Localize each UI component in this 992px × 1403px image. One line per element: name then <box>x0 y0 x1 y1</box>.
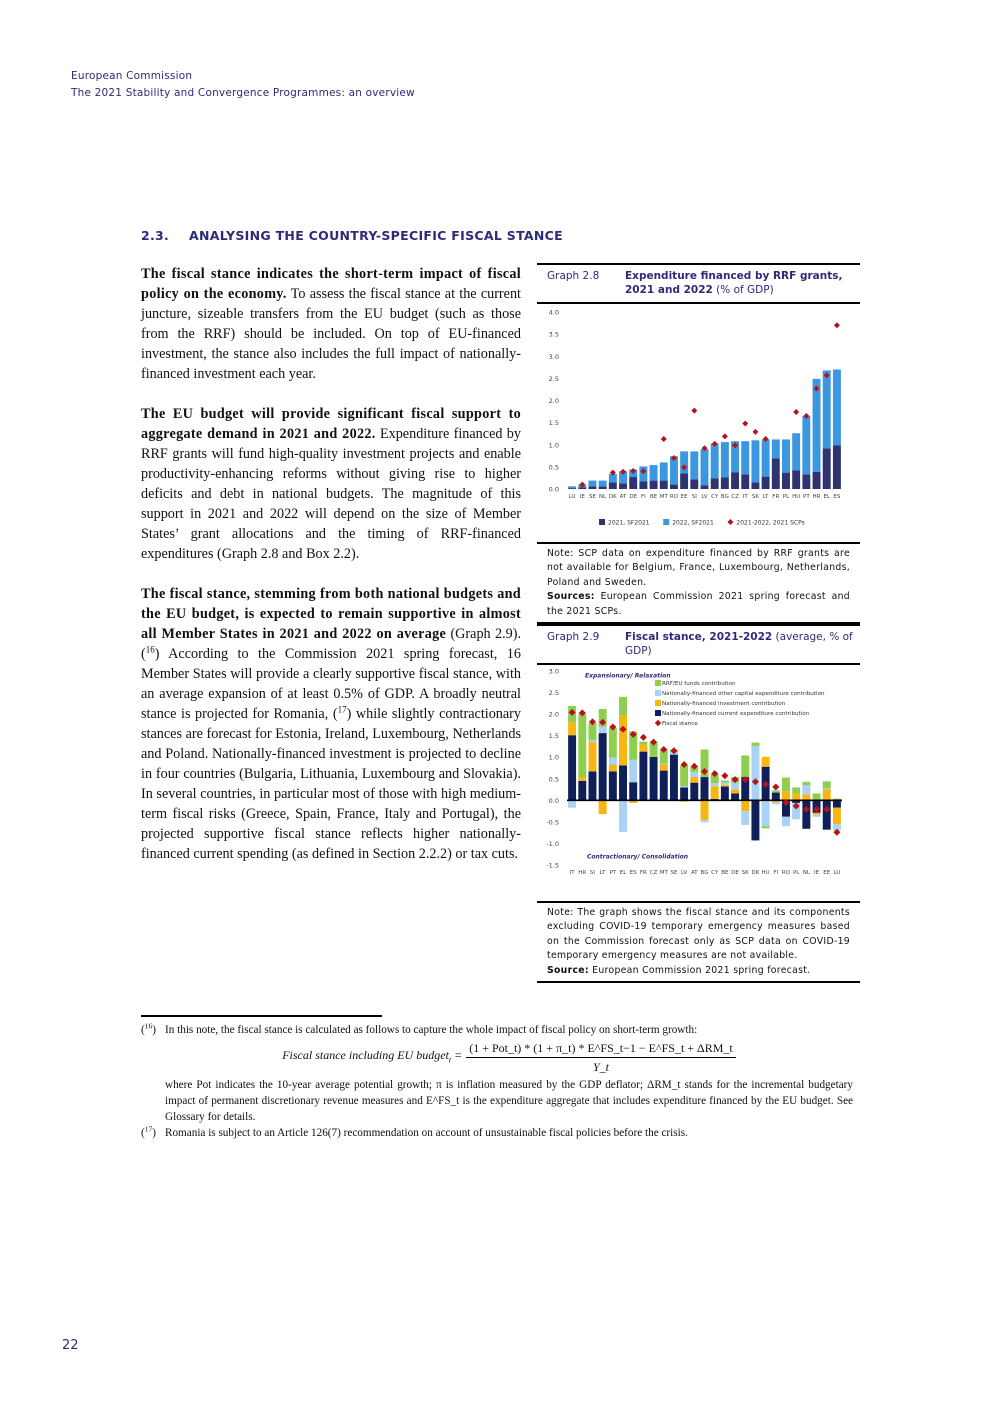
x-tick-label: SK <box>741 870 749 876</box>
bar-segment <box>792 433 800 470</box>
bar-segment <box>802 782 810 785</box>
bar-segment <box>639 752 647 801</box>
bar-segment <box>670 755 678 801</box>
bar-segment <box>751 746 759 800</box>
y-tick-label: 2.0 <box>548 710 559 719</box>
x-tick-label: CY <box>711 870 719 876</box>
bar-segment <box>701 777 709 800</box>
x-tick-label: FR <box>639 870 647 876</box>
bar-segment <box>578 777 586 781</box>
x-tick-label: DK <box>751 870 760 876</box>
bar-segment <box>833 808 841 824</box>
bar-segment <box>578 781 586 800</box>
x-tick-label: MT <box>659 870 668 876</box>
body-text-column <box>141 264 521 884</box>
x-tick-label: EL <box>823 494 830 500</box>
x-tick-label: FR <box>772 494 780 500</box>
x-tick-label: LV <box>701 494 708 500</box>
chart-legend <box>599 519 805 527</box>
x-tick-label: ES <box>833 494 841 500</box>
bar-segment <box>650 481 658 489</box>
bar-segment <box>762 757 770 767</box>
bar-segment <box>568 722 576 735</box>
x-tick-label: FI <box>773 870 779 876</box>
paragraph-2-lead: The EU budget will provide significant fiscal support to aggregate demand in 2021 and 2022. <box>141 406 521 442</box>
bar-segment <box>731 793 739 800</box>
rrf-grants-chart <box>537 304 860 542</box>
bar-segment <box>792 793 800 800</box>
bar-segment <box>772 439 780 458</box>
formula-fraction <box>466 1040 736 1075</box>
source-text: European Commission 2021 spring forecast. <box>588 964 811 976</box>
x-tick-label: RO <box>669 494 679 500</box>
bar-segment <box>731 783 739 790</box>
bar-segment <box>639 742 647 745</box>
bar-segment <box>639 745 647 752</box>
graph-source <box>547 964 850 978</box>
bar-segment <box>782 791 790 800</box>
bar-segment <box>772 802 780 804</box>
fiscal-stance-chart <box>537 665 860 901</box>
y-tick-label: 0.5 <box>548 463 559 472</box>
x-tick-label: CZ <box>649 870 658 876</box>
graph-sources <box>547 590 850 619</box>
svg-text:RRF/EU funds contribution: RRF/EU funds contribution <box>662 681 736 688</box>
bar-segment <box>741 811 749 825</box>
bar-segment <box>690 772 698 777</box>
graph-note-text: Note: SCP data on expenditure financed by RRF grants are not available for Belgium, France, Luxembourg, Netherlands, Poland and Sweden. <box>547 548 850 588</box>
chart-legend <box>655 680 825 727</box>
bar-segment <box>609 771 617 800</box>
bar-segment <box>823 781 831 788</box>
graph-title <box>625 269 860 297</box>
marker-icon <box>834 322 840 328</box>
svg-text:2022, SF2021: 2022, SF2021 <box>672 519 714 527</box>
bar-segment <box>741 474 749 489</box>
x-tick-label: BE <box>721 870 729 876</box>
bar-segment <box>782 473 790 489</box>
bar-segment <box>772 458 780 489</box>
running-head <box>71 68 415 102</box>
bar-segment <box>690 479 698 489</box>
y-tick-label: 2.5 <box>548 374 559 383</box>
bar-segment <box>588 740 596 742</box>
y-tick-label: 2.5 <box>548 689 559 698</box>
bar-segment <box>741 800 749 811</box>
bar-segment <box>701 820 709 822</box>
x-tick-label: EE <box>680 494 688 500</box>
bar-segment <box>619 765 627 800</box>
section-heading <box>141 228 563 243</box>
x-tick-label: FI <box>640 494 646 500</box>
footnotes <box>141 1022 853 1141</box>
bar-segment <box>568 735 576 800</box>
bar-segment <box>813 815 821 817</box>
bar-segment <box>721 442 729 477</box>
bar-segment <box>813 379 821 472</box>
bar-segment <box>802 794 810 800</box>
paragraph-1 <box>141 264 521 384</box>
paragraph-1-lead: The fiscal stance indicates the short-term impact of fiscal policy on the economy. <box>141 266 521 302</box>
bar-segment <box>619 800 627 831</box>
svg-text:Nationally-financed other capi: Nationally-financed other capital expenditure contribution <box>662 691 825 698</box>
bar-segment <box>802 800 810 828</box>
bar-segment <box>772 793 780 801</box>
x-tick-label: RO <box>781 870 791 876</box>
x-tick-label: CZ <box>731 494 739 500</box>
bar-segment <box>813 813 821 815</box>
bar-segment <box>833 800 841 807</box>
x-tick-label: EL <box>619 870 627 876</box>
bar-segment <box>639 481 647 489</box>
bar-segment <box>619 483 627 489</box>
bar-segment <box>833 370 841 446</box>
bar-segment <box>680 474 688 489</box>
footnote-text: Romania is subject to an Article 126(7) recommendation on account of unsustainable fiscal policies before the crisis. <box>165 1127 688 1139</box>
x-tick-label: NL <box>802 870 810 876</box>
footnote-rule <box>141 1015 382 1017</box>
x-tick-label: ES <box>629 870 637 876</box>
y-tick-label: 0.0 <box>548 485 559 494</box>
bar-segment <box>721 785 729 787</box>
y-tick-label: 2.0 <box>548 397 559 405</box>
y-tick-label: 1.5 <box>548 419 559 428</box>
x-tick-label: HU <box>792 494 801 500</box>
y-tick-label: 3.5 <box>548 330 559 339</box>
bar-segment <box>629 760 637 782</box>
marker-icon <box>640 734 647 741</box>
x-tick-label: IE <box>813 870 820 876</box>
marker-icon <box>793 409 799 415</box>
y-tick-label: 0.0 <box>548 796 559 805</box>
bar-segment <box>660 764 668 765</box>
bar-segment <box>813 472 821 489</box>
bar-segment <box>792 470 800 489</box>
bar-segment <box>660 462 668 480</box>
bar-segment <box>690 783 698 801</box>
y-tick-label: 3.0 <box>548 667 559 676</box>
graph-header <box>537 265 860 301</box>
paragraph-3-text-b: ) According to the Commission 2021 spring forecast, 16 Member States will provide a clearly supportive fiscal stance, with an average expansion of at least 0.5% of GDP. A broadly neutral stance is projected for Romania, ( <box>141 646 521 722</box>
bar-segment <box>711 783 719 786</box>
bar-segment <box>751 482 759 489</box>
bar-segment <box>711 443 719 478</box>
bar-segment <box>823 788 831 789</box>
bar-segment <box>731 472 739 489</box>
x-tick-label: BE <box>649 494 658 500</box>
bar-segment <box>650 757 658 801</box>
bar-segment <box>599 486 607 489</box>
bar-segment <box>680 786 688 787</box>
bar-segment <box>782 439 790 472</box>
paragraph-2 <box>141 404 521 564</box>
footnote-intro: In this note, the fiscal stance is calculated as follows to capture the whole impact of fiscal policy on short-term growth: <box>165 1024 698 1036</box>
bar-segment <box>823 370 831 448</box>
bar-segment <box>609 765 617 772</box>
paragraph-2-text: Expenditure financed by RRF grants will fund high-quality investment projects and enable productivity-enhancing reforms without giving rise to higher deficits and debt in national budgets. The magnitude of this support in 2021 and 2022 will depend on the size of Member States’ grant allocations and the timing of RRF-financed expenditures (Graph 2.8 and Box 2.2). <box>141 426 521 562</box>
bar-segment <box>741 441 749 474</box>
y-tick-label: 1.0 <box>548 753 559 762</box>
bar-segment <box>772 790 780 792</box>
section-number: 2.3. <box>141 228 170 243</box>
source-label: Source: <box>547 964 589 976</box>
x-tick-label: IT <box>569 870 575 876</box>
bar-segment <box>721 787 729 801</box>
x-tick-label: SE <box>670 870 678 876</box>
x-tick-label: DK <box>608 494 617 500</box>
footnote-mark: ($^{16}$) <box>141 1021 156 1036</box>
graph-title-unit: (% of GDP) <box>712 284 774 296</box>
bar-segment <box>782 817 790 826</box>
footnote-number: 16 <box>144 1021 153 1031</box>
bar-segment <box>762 477 770 489</box>
formula-denominator: Y_t <box>592 1060 609 1074</box>
annotation-contractionary: Contractionary/ Consolidation <box>587 853 689 861</box>
bar-segment <box>588 486 596 489</box>
x-tick-label: IT <box>742 494 748 500</box>
bar-segment <box>629 477 637 489</box>
graph-number: Graph 2.8 <box>547 270 600 282</box>
sources-text: European Commission 2021 spring forecast and the 2021 SCPs. <box>547 591 850 617</box>
sources-label: Sources: <box>547 591 595 603</box>
paragraph-3-text-a: (Graph 2.9). ( <box>141 626 522 662</box>
bar-segment <box>711 478 719 489</box>
bar-segment <box>609 758 617 765</box>
annotation-expansionary: Expansionary/ Relaxation <box>585 672 671 680</box>
marker-icon <box>772 783 779 790</box>
bar-segment <box>731 790 739 794</box>
running-head-title: The 2021 Stability and Convergence Programmes: an overview <box>71 87 415 99</box>
graph-title-bold: Expenditure financed by RRF grants, 2021 and 2022 <box>625 270 843 296</box>
formula-numerator: (1 + Pot_t) * (1 + π_t) * E^FS_t−1 − E^FS_t + ΔRM_t <box>466 1040 736 1058</box>
footnote-ref-17[interactable]: 17 <box>337 704 347 715</box>
bar-segment <box>660 771 668 801</box>
bar-segment <box>701 800 709 820</box>
footnote-explanation: where Pot indicates the 10-year average potential growth; π is inflation measured by the GDP deflator; ΔRM_t stands for the incremental budgetary impact of permanent discretionary revenue measures and E^FS_t is the expenditure aggregate that includes expenditure financed by the EU budget. See Glossary for details. <box>165 1079 853 1123</box>
bar-segment <box>588 771 596 800</box>
bar-segment <box>690 451 698 479</box>
marker-icon <box>752 429 758 435</box>
x-tick-label: CY <box>711 494 719 500</box>
bar-segment <box>609 728 617 758</box>
marker-icon <box>691 408 697 414</box>
x-tick-label: HR <box>812 494 821 500</box>
bar-segment <box>619 697 627 716</box>
y-tick-label: 3.0 <box>548 352 559 361</box>
bar-segment <box>660 765 668 771</box>
svg-text:Nationally-financed current ex: Nationally-financed current expenditure contribution <box>662 711 810 718</box>
bar-segment <box>802 474 810 489</box>
footnote-17 <box>141 1125 853 1141</box>
x-tick-label: SI <box>589 870 596 876</box>
marker-icon <box>742 421 748 427</box>
x-tick-label: BG <box>700 870 709 876</box>
bar-segment <box>680 765 688 786</box>
fiscal-stance-formula <box>165 1040 853 1075</box>
x-tick-label: SI <box>691 494 697 500</box>
bar-segment <box>721 477 729 489</box>
bar-segment <box>741 755 749 777</box>
bar-segment <box>609 482 617 489</box>
x-tick-label: IE <box>579 494 585 500</box>
graph-note-text: Note: The graph shows the fiscal stance and its components excluding COVID-19 temporary emergency measures based on the Commission forecast only as SCP data on COVID-19 temporary emergency measures are not available. <box>547 907 850 962</box>
bar-segment <box>568 488 576 489</box>
graph-title-bold: Fiscal stance, 2021-2022 <box>625 631 773 643</box>
bar-segment <box>599 733 607 800</box>
svg-text:Nationally-financed investment: Nationally-financed investment contribution <box>662 701 786 708</box>
svg-text:2021, SF2021: 2021, SF2021 <box>608 519 650 527</box>
bar-segment <box>588 481 596 487</box>
x-tick-label: LT <box>762 494 769 500</box>
x-tick-label: PT <box>609 870 617 876</box>
x-tick-label: PL <box>792 870 800 876</box>
x-tick-label: PT <box>803 494 810 500</box>
bar-segment <box>599 727 607 733</box>
bar-segment <box>751 440 759 482</box>
bar-segment <box>721 781 729 783</box>
formula-lhs-text: Fiscal stance including EU budget <box>282 1047 449 1062</box>
x-tick-label: PL <box>782 494 790 500</box>
bar-segment <box>762 439 770 476</box>
bar-segment <box>782 777 790 791</box>
footnote-ref-16[interactable]: 16 <box>145 644 155 655</box>
x-tick-label: LU <box>833 870 841 876</box>
bar-segment <box>823 789 831 800</box>
graph-note <box>537 542 860 624</box>
y-tick-label: 1.0 <box>548 441 559 450</box>
x-tick-label: DE <box>731 870 739 876</box>
y-tick-label: 1.5 <box>548 732 559 741</box>
marker-icon <box>727 519 733 525</box>
bar-segment <box>690 777 698 783</box>
bar-segment <box>599 481 607 487</box>
x-tick-label: MT <box>659 494 668 500</box>
bar-segment <box>660 481 668 489</box>
bar-segment <box>629 782 637 800</box>
x-tick-label: SK <box>751 494 759 500</box>
x-tick-label: DE <box>629 494 638 500</box>
bar-segment <box>599 800 607 814</box>
graph-number: Graph 2.9 <box>547 631 600 643</box>
footnote-16 <box>141 1022 853 1125</box>
bar-segment <box>568 486 576 488</box>
bar-segment <box>701 485 709 489</box>
paragraph-3-text-c: ) while slightly contractionary stances are forecast for Estonia, Ireland, Luxembourg, Netherlands and Poland. Nationally-financed investment is projected to decline in four countries (Bulgaria, Lithuania, Luxembourg and Slovakia). In several countries, in particular most of those with high medium-term fiscal risks (Greece, Spain, France, Italy and Portugal), the projected supportive fiscal stance reflects higher nationally-financed current spending (as defined in Section 2.2.2) or tax cuts. <box>141 706 522 862</box>
bar-segment <box>680 787 688 800</box>
bar-segment <box>578 714 586 777</box>
x-tick-label: HU <box>761 870 770 876</box>
y-tick-label: 0.5 <box>548 775 559 784</box>
x-tick-label: LU <box>568 494 576 500</box>
bar-segment <box>762 800 770 826</box>
bar-segment <box>701 449 709 485</box>
graph-title-unit: (average, % of GDP) <box>625 631 853 657</box>
bar-segment <box>751 800 759 840</box>
marker-icon <box>721 772 728 779</box>
page-number: 22 <box>62 1338 79 1353</box>
bar-segment <box>823 448 831 489</box>
bar-segment <box>762 826 770 828</box>
x-tick-label: AT <box>690 870 698 876</box>
footnote-mark: ($^{17}$) <box>141 1124 156 1139</box>
y-tick-label: -0.5 <box>546 818 559 827</box>
bar-segment <box>670 485 678 489</box>
graph-title <box>625 630 860 658</box>
bar-segment <box>813 793 821 800</box>
graph-2-9 <box>537 624 860 983</box>
bar-segment <box>792 787 800 793</box>
bar-segment <box>568 800 576 807</box>
x-tick-label: LT <box>599 870 606 876</box>
section-title: ANALYSING THE COUNTRY-SPECIFIC FISCAL STANCE <box>189 228 563 243</box>
x-tick-label: BG <box>720 494 729 500</box>
paragraph-3 <box>141 584 521 864</box>
bar-segment <box>802 416 810 474</box>
y-tick-label: -1.0 <box>546 839 559 848</box>
bar-segment <box>711 786 719 799</box>
x-tick-label: AT <box>619 494 627 500</box>
bar-segment <box>721 783 729 785</box>
svg-text:2021-2022, 2021 SCPs: 2021-2022, 2021 SCPs <box>736 519 805 527</box>
bar-segment <box>823 800 831 829</box>
footnote-number: 17 <box>144 1124 153 1134</box>
x-tick-label: SE <box>588 494 596 500</box>
graph-header <box>537 626 860 662</box>
graph-note <box>537 901 860 983</box>
x-tick-label: EE <box>823 870 831 876</box>
x-tick-label: LV <box>681 870 688 876</box>
bar-segment <box>802 785 810 794</box>
bar-segment <box>588 723 596 740</box>
bar-segment <box>650 465 658 480</box>
y-tick-label: 4.0 <box>548 308 559 317</box>
y-tick-label: -1.5 <box>546 861 559 870</box>
bar-segment <box>588 742 596 771</box>
marker-icon <box>722 433 728 439</box>
marker-icon <box>655 720 661 726</box>
paragraph-1-text: To assess the fiscal stance at the current juncture, sizeable transfers from the EU budget (such as those from the RRF) should be included. On top of EU-financed investment, the stance also includes the full impact of nationally-financed investment each year. <box>141 286 521 382</box>
graph-2-8 <box>537 263 860 624</box>
formula-lhs: Fiscal stance including EU budget$_t$ = <box>282 1047 463 1065</box>
x-tick-label: NL <box>599 494 607 500</box>
bar-segment <box>751 743 759 746</box>
marker-icon <box>661 436 667 442</box>
bar-segment <box>833 445 841 489</box>
x-tick-label: HR <box>578 870 587 876</box>
bar-segment <box>619 715 627 765</box>
running-head-org: European Commission <box>71 70 193 82</box>
svg-text:Fiscal stance: Fiscal stance <box>662 721 698 728</box>
paragraph-3-lead: The fiscal stance, stemming from both national budgets and the EU budget, is expected to remain supportive in almost all Member States in 2021 and 2022 on average <box>141 586 521 642</box>
